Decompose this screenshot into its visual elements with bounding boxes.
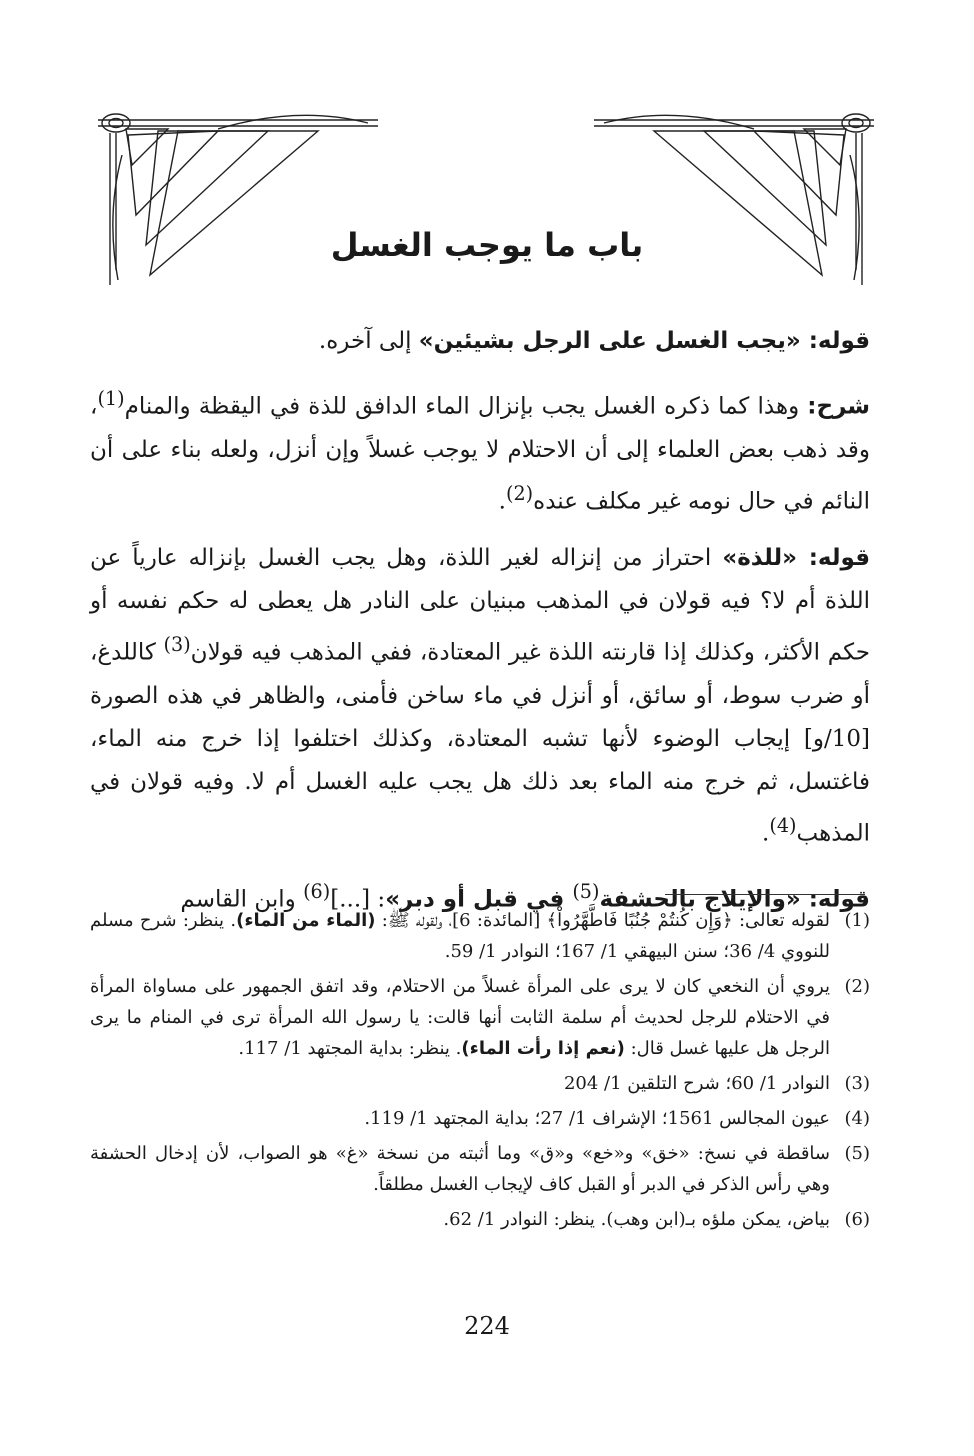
paragraph-2 [90,377,870,523]
paragraph-4-end: وابن القاسم [180,886,304,913]
footnote-tail: . ينظر: شرح مسلم للنووي 4/ 36؛ سنن البيهقي 1/ 167؛ النوادر 1/ 59. [90,910,830,962]
footnote-number: (6) [844,1209,870,1230]
footnote-text [90,905,830,967]
footnote-1 [90,905,870,967]
main-text [90,320,870,935]
footnote-ref-1: (1) [97,387,125,410]
footnote-2 [90,971,870,1064]
paragraph-4-rest: : [...] [330,886,386,913]
footnote-4 [90,1103,870,1134]
footnote-body: يروي أن النخعي كان لا يرى على المرأة غسلاً من الاحتلام، وقد اتفق الجمهور على مساواة المرأة في الاحتلام للرجل لحديث أم سلمة الثابت أنها قالت: يا رسول الله المرأة ترى في المنام ما يرى الرجل هل عليها غسل قال: [90,976,830,1059]
paragraph-3-rest: احتراز من إنزاله لغير اللذة، وهل يجب الغسل بإنزاله عارياً عن اللذة أم لا؟ فيه قولان في المذهب مبنيان على النادر هل يعطى له حكم نفسه أو حكم الأكثر، وكذلك إذا قارنته اللذة غير المعتادة، ففي المذهب فيه قولان [90,545,870,666]
footnote-bold: (الماء من الماء) [236,910,376,931]
paragraph-2-rest2: ، وقد ذهب بعض العلماء إلى أن الاحتلام لا يوجب غسلاً وإن أنزل، ولعله بناء على أن النائم في حال نومه غير مكلف عنده [90,393,870,515]
footnote-number: (3) [844,1073,870,1094]
footnote-text: عيون المجالس 1561؛ الإشراف 1/ 27؛ بداية المجتهد 1/ 119. [364,1108,830,1129]
footnote-number: (1) [844,910,870,931]
paragraph-2-rest: وهذا كما ذكره الغسل يجب بإنزال الماء الدافق للذة في اليقظة والمنام [124,393,808,420]
paragraph-3-rest2: كاللدغ، أو ضرب سوط، أو سائق، أو أنزل في ماء ساخن فأمنى، والظاهر في هذه الصورة [10/و] إيجاب الوضوء لأنها تشبه المعتادة، وكذلك اختلفوا إذا خرج منه الماء، فاغتسل، ثم خرج منه الماء بعد ذلك هل يجب عليه الغسل أم لا. وفيه قولان في المذهب [90,639,870,847]
paragraph-2-lead: شرح: [807,393,870,420]
footnote-tail: . ينظر: بداية المجتهد 1/ 117. [238,1038,462,1059]
paragraph-3 [90,537,870,855]
footnote-ref-6: (6) [303,879,331,903]
footnote-number: (2) [844,976,870,997]
paragraph-3-lead: قوله: «للذة» [722,545,870,572]
paragraph-2-end: . [498,488,506,515]
paragraph-4-lead: قوله: «والإيلاج بالحشفة [599,886,870,913]
paragraph-4-lead2: في قبل أو دبر» [385,886,573,913]
footnote-bold: (نعم إذا رأت الماء) [461,1038,625,1059]
footnote-6 [90,1204,870,1235]
footnote-separator [665,894,865,895]
footnote-text: ساقطة في نسخ: «خق» و«خع» و«ق» وما أثبته من نسخة «غ» هو الصواب، لأن إدخال الحشفة وهي رأس الذكر في الدبر أو القبل كاف لإيجاب الغسل مطلقاً. [90,1143,830,1195]
footnote-ref-3: (3) [163,633,191,657]
paragraph-1-rest: إلى آخره. [318,328,419,354]
footnote-text: بياض، يمكن ملؤه بـ(ابن وهب). ينظر: النوادر 1/ 62. [443,1209,830,1230]
page-number: 224 [464,1312,510,1340]
paragraph-3-end: . [762,820,770,847]
footnote-ref-2: (2) [505,481,534,505]
footnote-text [90,971,830,1064]
footnote-ref-5: (5) [572,879,600,903]
paragraph-1 [90,320,870,363]
footnote-body: لقوله تعالى: ﴿وَإِن كُنتُمْ جُنُبًا فَاطَّهَّرُواْ﴾ [المائدة: 6]، ولقوله ﷺ: [375,910,830,931]
footnote-number: (5) [844,1143,870,1164]
paragraph-1-lead: قوله: «يجب الغسل على الرجل بشيئين» [418,328,870,354]
footnote-text: النوادر 1/ 60؛ شرح التلقين 1/ 204 [563,1073,830,1094]
footnote-number: (4) [844,1108,870,1129]
footnotes [90,905,870,1239]
footnote-5 [90,1138,870,1200]
footnote-3 [90,1068,870,1099]
footnote-ref-4: (4) [769,813,797,837]
chapter-title: باب ما يوجب الغسل [330,226,644,264]
